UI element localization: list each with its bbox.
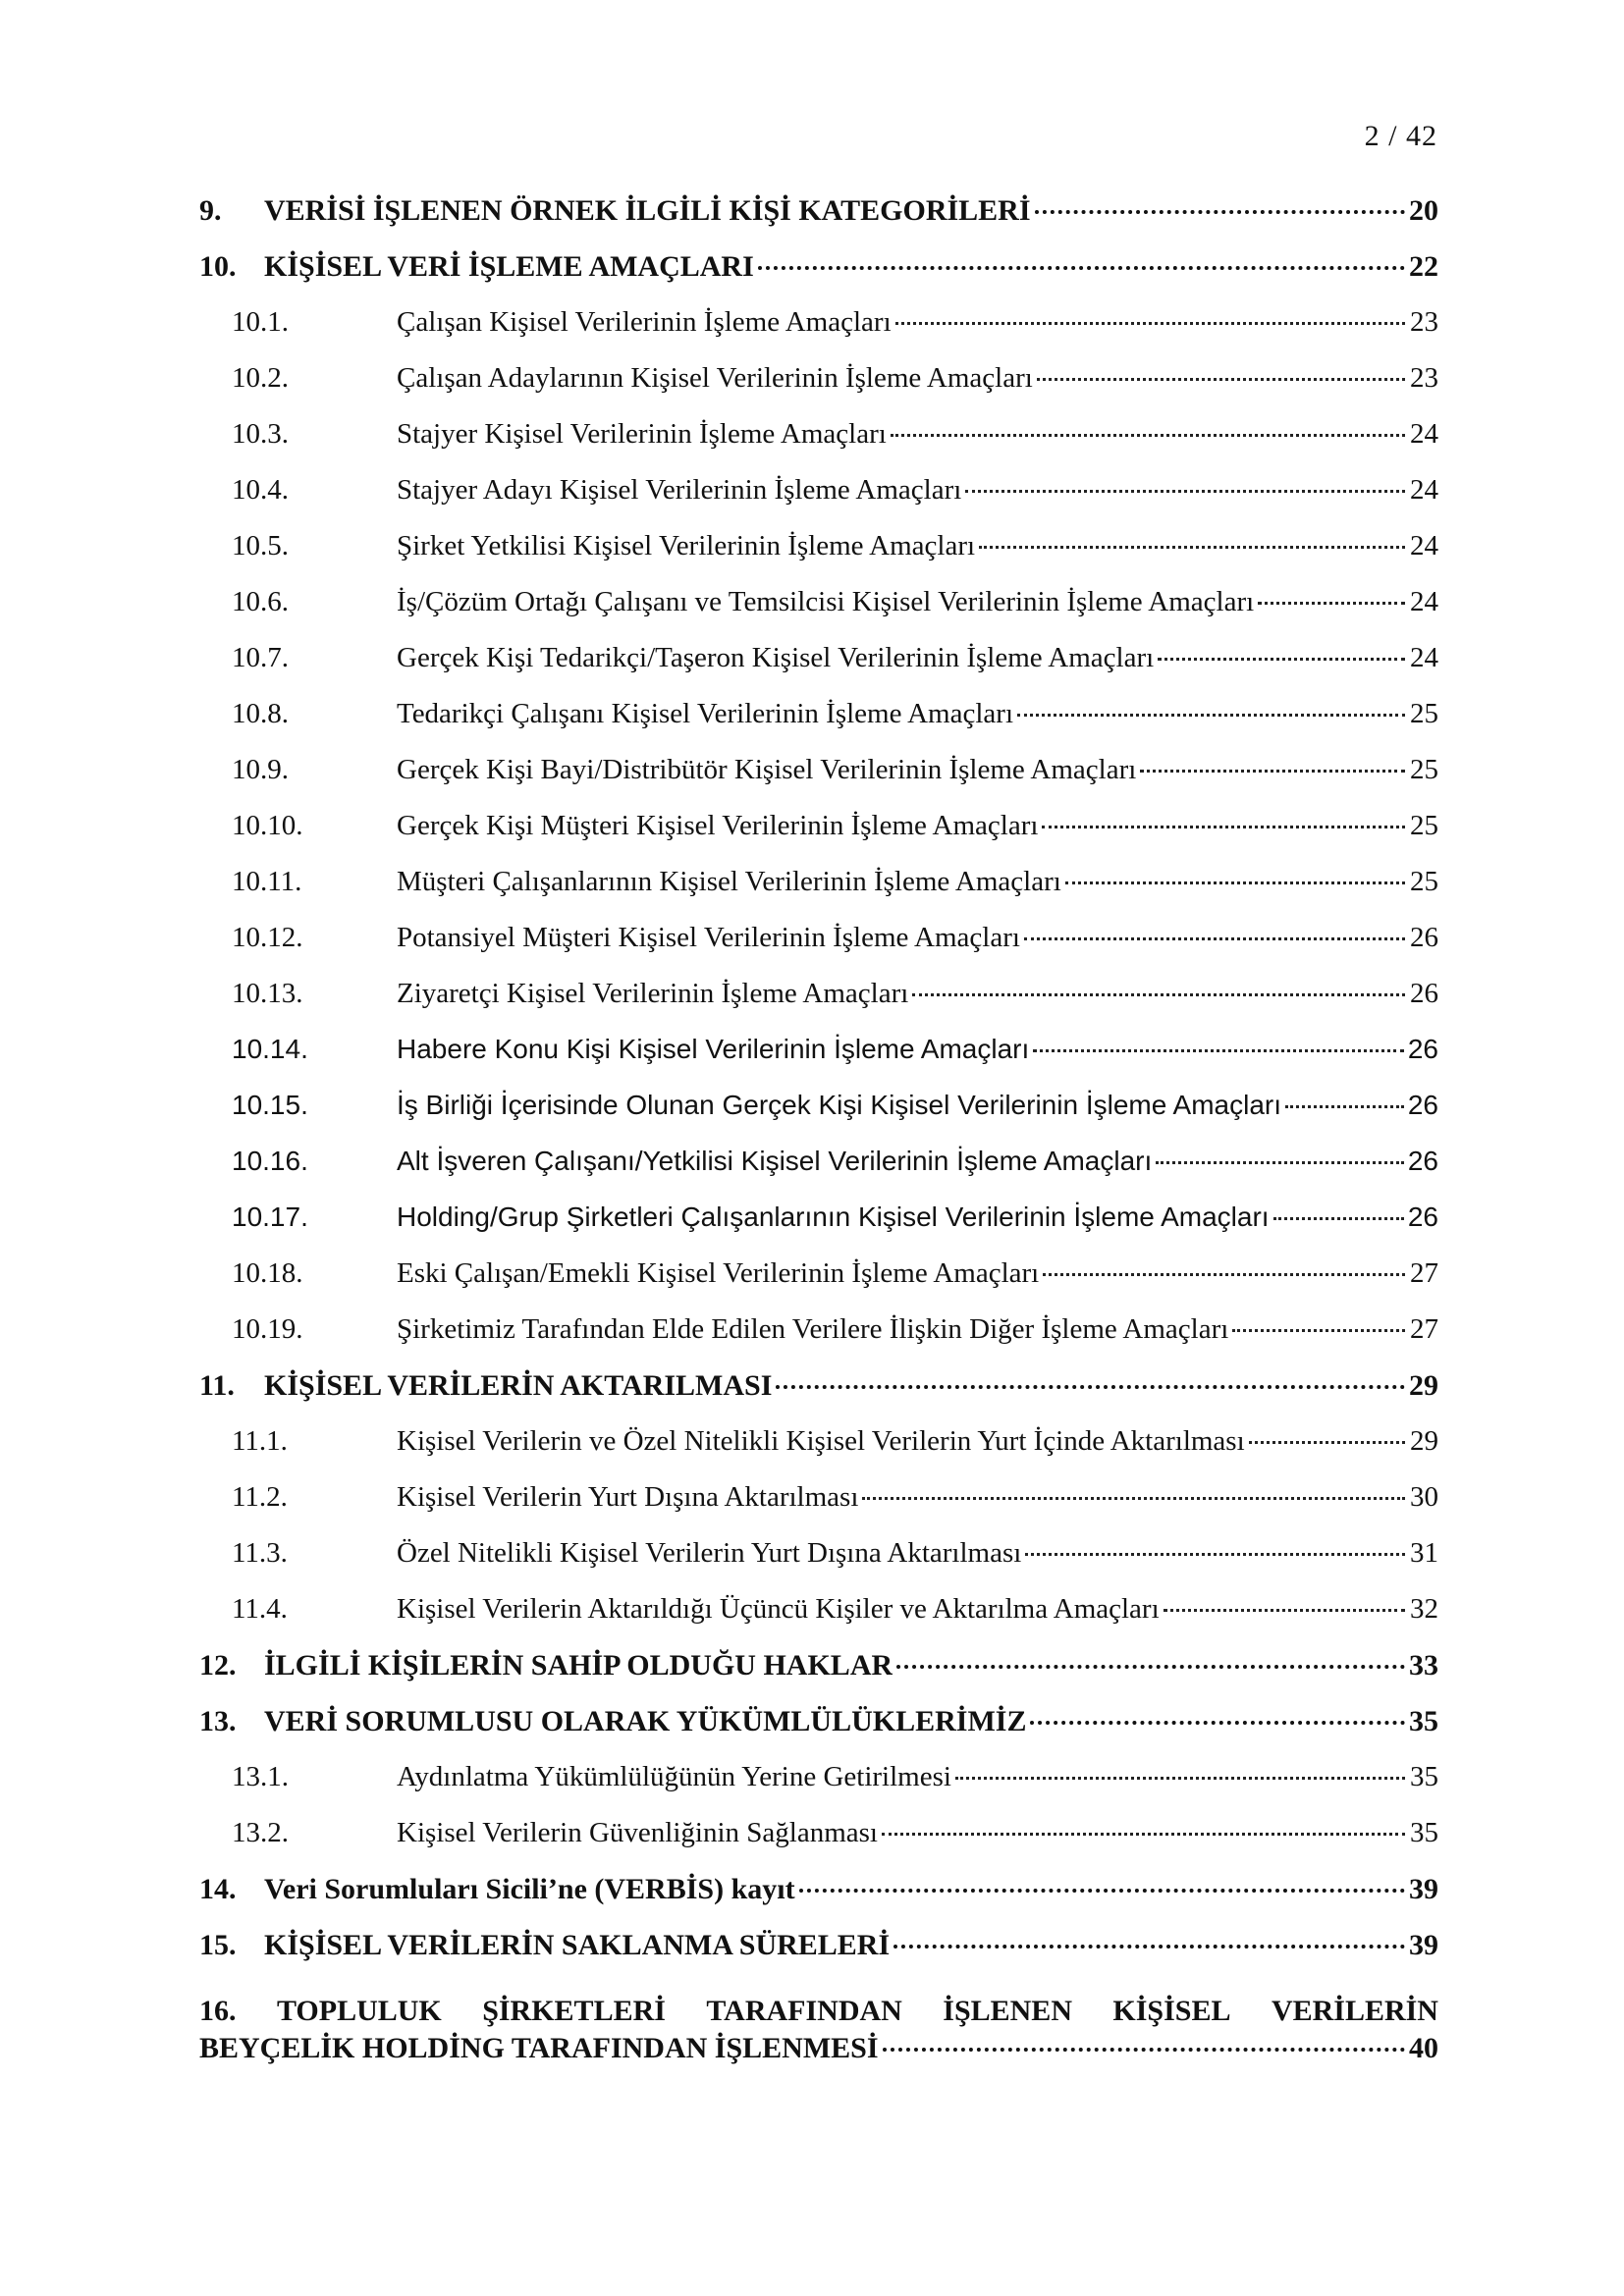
toc-entry-number: 10.7.: [232, 642, 289, 673]
toc-dot-leader: [1017, 714, 1405, 717]
toc-dot-leader: [965, 490, 1405, 493]
toc-dot-leader: [955, 1777, 1405, 1780]
toc-subsection-entry[interactable]: [199, 362, 1438, 418]
toc-subsection-entry[interactable]: [199, 1090, 1438, 1146]
toc-entry-title-word: ŞİRKETLERİ: [482, 1995, 666, 2027]
toc-subsection-entry[interactable]: [199, 586, 1438, 642]
toc-entry-page: 40: [1409, 2032, 1438, 2064]
toc-entry-title-line1: [199, 1993, 1438, 2030]
toc-entry-title: Stajyer Adayı Kişisel Verilerinin İşleme Amaçları: [397, 474, 962, 506]
toc-subsection-entry[interactable]: [199, 530, 1438, 586]
toc-dot-leader: [1258, 602, 1405, 605]
toc-entry-number: 10.17.: [232, 1201, 308, 1232]
toc-dot-leader: [1033, 1049, 1404, 1052]
toc-dot-leader: [1030, 1721, 1405, 1725]
toc-entry-number: 13.1.: [232, 1761, 289, 1792]
toc-entry-page: 26: [1407, 1034, 1438, 1064]
toc-entry-title: Veri Sorumluları Sicili’ne (VERBİS) kayıt: [264, 1873, 795, 1905]
toc-entry-number: 10.18.: [232, 1257, 303, 1289]
toc-dot-leader: [1232, 1329, 1405, 1332]
toc-entry-number: 16.: [199, 1995, 237, 2027]
toc-dot-leader: [1043, 1273, 1405, 1276]
toc-subsection-entry[interactable]: [199, 1034, 1438, 1090]
toc-entry-title: KİŞİSEL VERİLERİN AKTARILMASI: [264, 1369, 773, 1402]
toc-entry-title: Çalışan Adaylarının Kişisel Verilerinin İşleme Amaçları: [397, 362, 1033, 394]
toc-subsection-entry[interactable]: [199, 1257, 1438, 1313]
toc-entry-number: 14.: [199, 1873, 237, 1905]
toc-entry-number: 10.15.: [232, 1090, 308, 1120]
toc-entry-page: 23: [1410, 362, 1438, 394]
toc-entry-page: 29: [1410, 1425, 1438, 1457]
toc-entry-title: Ziyaretçi Kişisel Verilerinin İşleme Amaçları: [397, 978, 909, 1009]
toc-entry-number: 11.1.: [232, 1425, 288, 1457]
toc-entry-number: 11.4.: [232, 1593, 288, 1625]
toc-entry-title: Alt İşveren Çalışanı/Yetkilisi Kişisel Verilerinin İşleme Amaçları: [397, 1146, 1153, 1176]
toc-entry-title: Kişisel Verilerin Yurt Dışına Aktarılması: [397, 1481, 859, 1513]
toc-section-entry[interactable]: [199, 194, 1438, 250]
toc-entry-page: 39: [1409, 1929, 1438, 1961]
toc-entry-number: 11.2.: [232, 1481, 288, 1513]
toc-dot-leader: [1025, 1553, 1405, 1556]
toc-dot-leader: [758, 266, 1405, 270]
toc-subsection-entry[interactable]: [199, 642, 1438, 698]
toc-entry-title: Müşteri Çalışanlarının Kişisel Verilerinin İşleme Amaçları: [397, 866, 1061, 897]
toc-dot-leader: [1164, 1609, 1405, 1612]
toc-entry-number: 13.2.: [232, 1817, 289, 1848]
toc-entry-title-word: TARAFINDAN: [706, 1995, 902, 2027]
toc-entry-title: VERİSİ İŞLENEN ÖRNEK İLGİLİ KİŞİ KATEGORİLERİ: [264, 194, 1031, 227]
toc-subsection-entry[interactable]: [199, 1481, 1438, 1537]
toc-entry-number: 10.9.: [232, 754, 289, 785]
toc-subsection-entry[interactable]: [199, 1593, 1438, 1649]
toc-entry-title: İş Birliği İçerisinde Olunan Gerçek Kişi Kişisel Verilerinin İşleme Amaçları: [397, 1090, 1281, 1120]
toc-entry-number: 10.13.: [232, 978, 303, 1009]
toc-entry-page: 26: [1410, 922, 1438, 953]
toc-entry-number: 10.14.: [232, 1034, 308, 1064]
toc-dot-leader: [1037, 378, 1405, 381]
page-number: 2 / 42: [1364, 120, 1437, 152]
toc-dot-leader: [896, 1665, 1405, 1669]
toc-entry-number: 9.: [199, 194, 222, 227]
toc-subsection-entry[interactable]: [199, 1201, 1438, 1257]
toc-entry-title: Şirketimiz Tarafından Elde Edilen Verilere İlişkin Diğer İşleme Amaçları: [397, 1313, 1229, 1345]
toc-subsection-entry[interactable]: [199, 1313, 1438, 1369]
toc-dot-leader: [1249, 1441, 1405, 1444]
toc-dot-leader: [1024, 937, 1405, 940]
toc-entry-title: Potansiyel Müşteri Kişisel Verilerinin İşleme Amaçları: [397, 922, 1020, 953]
toc-entry-page: 24: [1410, 474, 1438, 506]
toc-entry-title: Çalışan Kişisel Verilerinin İşleme Amaçları: [397, 306, 892, 338]
toc-entry-page: 24: [1410, 642, 1438, 673]
toc-entry-title: Kişisel Verilerin Güvenliğinin Sağlanması: [397, 1817, 878, 1848]
toc-entry-page: 20: [1409, 194, 1438, 227]
toc-entry-page: 35: [1409, 1705, 1438, 1737]
toc-entry-page: 30: [1410, 1481, 1438, 1513]
toc-dot-leader: [979, 546, 1405, 549]
toc-entry-number: 10.12.: [232, 922, 303, 953]
toc-entry-page: 24: [1410, 530, 1438, 561]
toc-dot-leader: [1156, 1161, 1404, 1164]
toc-entry-page: 26: [1407, 1146, 1438, 1176]
toc-entry-title: Gerçek Kişi Bayi/Distribütör Kişisel Verilerinin İşleme Amaçları: [397, 754, 1137, 785]
toc-section-entry[interactable]: [199, 1929, 1438, 1985]
toc-dot-leader: [799, 1889, 1405, 1893]
toc-entry-title: Kişisel Verilerin ve Özel Nitelikli Kişisel Verilerin Yurt İçinde Aktarılması: [397, 1425, 1245, 1457]
toc-section-entry[interactable]: [199, 1369, 1438, 1425]
toc-entry-page: 22: [1409, 250, 1438, 283]
toc-entry-page: 23: [1410, 306, 1438, 338]
toc-entry-number: 10.8.: [232, 698, 289, 729]
toc-subsection-entry[interactable]: [199, 1537, 1438, 1593]
toc-dot-leader: [1065, 881, 1405, 884]
toc-entry-number: 10.2.: [232, 362, 289, 394]
toc-subsection-entry[interactable]: [199, 306, 1438, 362]
toc-dot-leader: [883, 2048, 1405, 2052]
toc-entry-page: 29: [1409, 1369, 1438, 1402]
toc-subsection-entry[interactable]: [199, 754, 1438, 810]
toc-dot-leader: [1035, 210, 1405, 214]
toc-entry-number: 15.: [199, 1929, 237, 1961]
toc-entry-title: Aydınlatma Yükümlülüğünün Yerine Getirilmesi: [397, 1761, 951, 1792]
toc-entry-title: İş/Çözüm Ortağı Çalışanı ve Temsilcisi Kişisel Verilerinin İşleme Amaçları: [397, 586, 1255, 617]
toc-entry-page: 31: [1410, 1537, 1438, 1569]
toc-subsection-entry[interactable]: [199, 866, 1438, 922]
toc-entry-page: 25: [1410, 810, 1438, 841]
toc-entry-page: 24: [1410, 418, 1438, 450]
toc-entry-title: Holding/Grup Şirketleri Çalışanlarının Kişisel Verilerinin İşleme Amaçları: [397, 1201, 1270, 1232]
toc-entry-title: KİŞİSEL VERİ İŞLEME AMAÇLARI: [264, 250, 754, 283]
toc-entry-number: 10.4.: [232, 474, 289, 506]
toc-entry-page: 25: [1410, 698, 1438, 729]
toc-entry-page: 27: [1410, 1313, 1438, 1345]
toc-entry-number: 10.1.: [232, 306, 289, 338]
toc-entry-title-line2: BEYÇELİK HOLDİNG TARAFINDAN İŞLENMESİ: [199, 2032, 879, 2064]
toc-entry-number: 10.5.: [232, 530, 289, 561]
toc-entry-title: Stajyer Kişisel Verilerinin İşleme Amaçları: [397, 418, 887, 450]
toc-subsection-entry[interactable]: [199, 1817, 1438, 1873]
toc-subsection-entry[interactable]: [199, 1425, 1438, 1481]
toc-subsection-entry[interactable]: [199, 1761, 1438, 1817]
toc-subsection-entry[interactable]: [199, 698, 1438, 754]
toc-entry-page: 32: [1410, 1593, 1438, 1625]
toc-section-entry[interactable]: [199, 1993, 1438, 2067]
toc-entry-title-word: İŞLENEN: [943, 1995, 1072, 2027]
toc-section-entry[interactable]: [199, 1873, 1438, 1929]
toc-entry-page: 26: [1410, 978, 1438, 1009]
toc-dot-leader: [912, 993, 1405, 996]
toc-entry-number: 12.: [199, 1649, 237, 1682]
toc-entry-title: Kişisel Verilerin Aktarıldığı Üçüncü Kişiler ve Aktarılma Amaçları: [397, 1593, 1160, 1625]
toc-entry-page: 39: [1409, 1873, 1438, 1905]
toc-entry-title: VERİ SORUMLUSU OLARAK YÜKÜMLÜLÜKLERİMİZ: [264, 1705, 1027, 1737]
toc-entry-title: KİŞİSEL VERİLERİN SAKLANMA SÜRELERİ: [264, 1929, 891, 1961]
toc-entry-number: 11.: [199, 1369, 235, 1402]
toc-section-entry[interactable]: [199, 1705, 1438, 1761]
toc-subsection-entry[interactable]: [199, 418, 1438, 474]
toc-subsection-entry[interactable]: [199, 810, 1438, 866]
toc-entry-title-word: KİŞİSEL: [1112, 1995, 1231, 2027]
toc-entry-number: 10.: [199, 250, 237, 283]
toc-entry-title-word: TOPLULUK: [276, 1995, 442, 2027]
toc-entry-page: 27: [1410, 1257, 1438, 1289]
toc-dot-leader: [1158, 658, 1405, 661]
toc-dot-leader: [882, 1833, 1405, 1836]
toc-dot-leader: [776, 1385, 1405, 1389]
toc-subsection-entry[interactable]: [199, 922, 1438, 978]
toc-section-entry[interactable]: [199, 1649, 1438, 1705]
toc-entry-page: 24: [1410, 586, 1438, 617]
toc-entry-number: 10.10.: [232, 810, 303, 841]
toc-entry-title-word: VERİLERİN: [1271, 1995, 1438, 2027]
toc-subsection-entry[interactable]: [199, 474, 1438, 530]
toc-entry-title: Gerçek Kişi Tedarikçi/Taşeron Kişisel Verilerinin İşleme Amaçları: [397, 642, 1155, 673]
toc-entry-title: Şirket Yetkilisi Kişisel Verilerinin İşleme Amaçları: [397, 530, 976, 561]
toc-dot-leader: [895, 322, 1405, 325]
toc-dot-leader: [1273, 1217, 1404, 1220]
toc-subsection-entry[interactable]: [199, 1146, 1438, 1201]
toc-entry-title: Habere Konu Kişi Kişisel Verilerinin İşleme Amaçları: [397, 1034, 1030, 1064]
toc-entry-page: 26: [1407, 1090, 1438, 1120]
toc-dot-leader: [862, 1497, 1405, 1500]
toc-dot-leader: [1042, 826, 1405, 828]
toc-entry-number: 13.: [199, 1705, 237, 1737]
toc-entry-title: İLGİLİ KİŞİLERİN SAHİP OLDUĞU HAKLAR: [264, 1649, 893, 1682]
toc-entry-title: Tedarikçi Çalışanı Kişisel Verilerinin İşleme Amaçları: [397, 698, 1014, 729]
toc-entry-number: 10.19.: [232, 1313, 303, 1345]
toc-entry-number: 10.11.: [232, 866, 302, 897]
table-of-contents: [199, 194, 1438, 2067]
toc-entry-page: 35: [1410, 1817, 1438, 1848]
toc-dot-leader: [1140, 770, 1405, 773]
toc-entry-number: 10.6.: [232, 586, 289, 617]
toc-entry-page: 26: [1407, 1201, 1438, 1232]
toc-entry-page: 25: [1410, 754, 1438, 785]
toc-section-entry[interactable]: [199, 250, 1438, 306]
toc-entry-title: Eski Çalışan/Emekli Kişisel Verilerinin İşleme Amaçları: [397, 1257, 1040, 1289]
toc-dot-leader: [1285, 1105, 1404, 1108]
toc-entry-page: 35: [1410, 1761, 1438, 1792]
toc-entry-number: 11.3.: [232, 1537, 288, 1569]
toc-dot-leader: [891, 434, 1405, 437]
toc-subsection-entry[interactable]: [199, 978, 1438, 1034]
toc-entry-title: Özel Nitelikli Kişisel Verilerin Yurt Dışına Aktarılması: [397, 1537, 1022, 1569]
toc-entry-page: 33: [1409, 1649, 1438, 1682]
toc-entry-number: 10.16.: [232, 1146, 308, 1176]
toc-entry-number: 10.3.: [232, 418, 289, 450]
toc-entry-page: 25: [1410, 866, 1438, 897]
toc-dot-leader: [893, 1945, 1405, 1949]
toc-entry-title: Gerçek Kişi Müşteri Kişisel Verilerinin İşleme Amaçları: [397, 810, 1039, 841]
